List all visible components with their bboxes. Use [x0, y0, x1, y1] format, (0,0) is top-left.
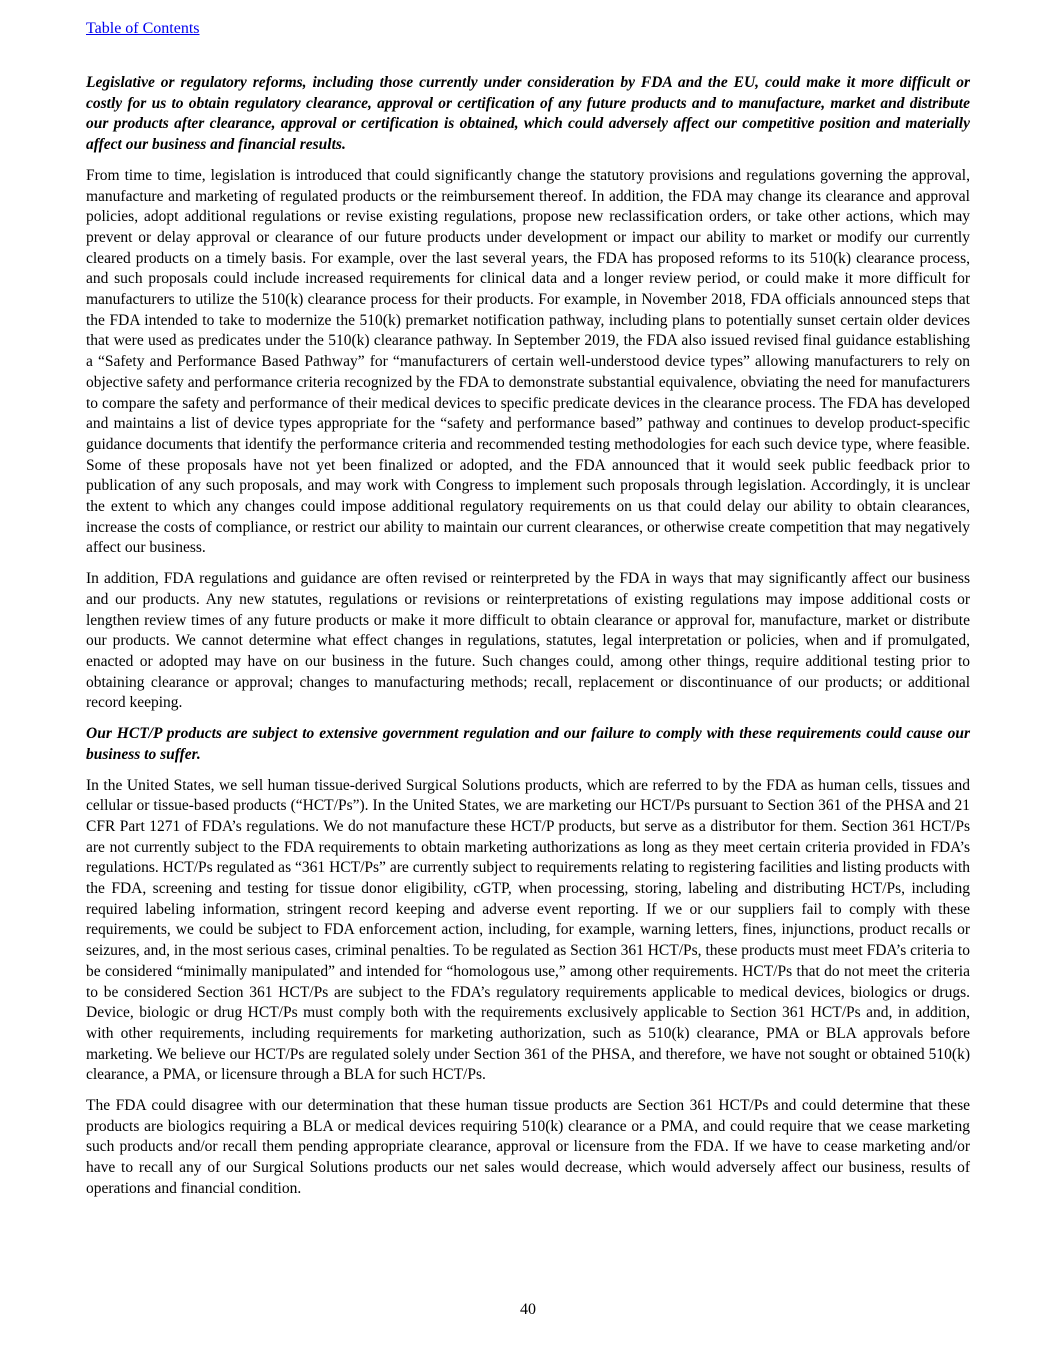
table-of-contents-link[interactable]: Table of Contents	[86, 20, 200, 37]
document-body	[86, 73, 970, 1210]
section-heading: Our HCT/P products are subject to extensive government regulation and our failure to comply with these requirements could cause our business to suffer.	[86, 725, 970, 763]
body-paragraph: The FDA could disagree with our determination that these human tissue products are Section 361 HCT/Ps and could determine that these products are biologics requiring a BLA or medical devices requiring 510(k) clearance or a PMA, and could require that we cease marketing such products and/or recall them pending appropriate clearance, approval or licensure from the FDA. If we have to cease marketing and/or have to recall any of our Surgical Solutions products our net sales would decrease, which would adversely affect our business, results of operations and financial condition.	[86, 1097, 970, 1197]
page-number: 40	[520, 1301, 536, 1318]
body-paragraph: In addition, FDA regulations and guidance are often revised or reinterpreted by the FDA in ways that may significantly affect our business and our products. Any new statutes, regulations or revisions or reinterpretations of existing regulations may impose additional costs or lengthen review times of any future products or make it more difficult to obtain clearance or approval for, manufacture, market or distribute our products. We cannot determine what effect changes in regulations, statutes, legal interpretation or policies, when and if promulgated, enacted or adopted may have on our business in the future. Such changes could, among other things, require additional testing prior to obtaining clearance or approval; changes to manufacturing methods; recall, replacement or discontinuance of our products; or additional record keeping.	[86, 570, 970, 712]
body-paragraph: In the United States, we sell human tissue-derived Surgical Solutions products, which are referred to by the FDA as human cells, tissues and cellular or tissue-based products (“HCT/Ps”). In the United States, we are marketing our HCT/Ps pursuant to Section 361 of the PHSA and 21 CFR Part 1271 of FDA’s regulations. We do not manufacture these HCT/P products, but serve as a distributor for them. Section 361 HCT/Ps are not currently subject to the FDA requirements to obtain marketing authorizations as long as they meet certain criteria provided in FDA’s regulations. HCT/Ps regulated as “361 HCT/Ps” are currently subject to requirements relating to registering facilities and listing products with the FDA, screening and testing for tissue donor eligibility, cGTP, when processing, storing, labeling and distributing HCT/Ps, including required labeling information, stringent record keeping and adverse event reporting. If we or our suppliers fail to comply with these requirements, we could be subject to FDA enforcement action, including, for example, warning letters, fines, injunctions, product recalls or seizures, and, in the most serious cases, criminal penalties. To be regulated as Section 361 HCT/Ps, these products must meet FDA’s criteria to be considered “minimally manipulated” and intended for “homologous use,” among other requirements. HCT/Ps that do not meet the criteria to be considered Section 361 HCT/Ps are subject to the FDA’s regulatory requirements applicable to medical devices, biologics or drugs. Device, biologic or drug HCT/Ps must comply both with the requirements exclusively applicable to Section 361 HCT/Ps and, in addition, with other requirements, including requirements for marketing authorization, such as 510(k) clearance, PMA or BLA approvals before marketing. We believe our HCT/Ps are regulated solely under Section 361 of the PHSA, and therefore, we have not sought or obtained 510(k) clearance, a PMA, or licensure through a BLA for such HCT/Ps.	[86, 776, 970, 1084]
risk-factor-regulatory-reforms	[86, 73, 970, 714]
section-heading: Legislative or regulatory reforms, including those currently under consideration by FDA and the EU, could make it more difficult or costly for us to obtain regulatory clearance, approval or certification of any future products and to manufacture, market and distribute our products after clearance, approval or certification is obtained, which could adversely affect our competitive position and materially affect our business and financial results.	[86, 74, 970, 154]
body-paragraph: From time to time, legislation is introduced that could significantly change the statutory provisions and regulations governing the approval, manufacture and marketing of regulated products or the reimbursement thereof. In addition, the FDA may change its clearance and approval policies, adopt additional regulations or revise existing regulations, propose new reclassification orders, or take other actions, which may prevent or delay approval or clearance of our future products under development or impact our ability to market or modify our currently cleared products on a timely basis. For example, over the last several years, the FDA has proposed reforms to its 510(k) clearance process, and such proposals could include increased requirements for clinical data and a longer review period, or could make it more difficult for manufacturers to utilize the 510(k) clearance process for their products. For example, in November 2018, FDA officials announced steps that the FDA intended to take to modernize the 510(k) premarket notification pathway, including plans to potentially sunset certain older devices that were used as predicates under the 510(k) clearance pathway. In September 2019, the FDA also issued revised final guidance establishing a “Safety and Performance Based Pathway” for “manufacturers of certain well-understood device types” allowing manufacturers to rely on objective safety and performance criteria recognized by the FDA to demonstrate substantial equivalence, obviating the need for manufacturers to compare the safety and performance of their medical devices to specific predicate devices in the clearance process. The FDA has developed and maintains a list of device types appropriate for the “safety and performance based” pathway and continues to develop product-specific guidance documents that identify the performance criteria and recommended testing methodologies for each such device type, where feasible. Some of these proposals have not yet been finalized or adopted, and the FDA announced that it would seek public feedback prior to publication of any such proposals, and may work with Congress to implement such proposals through legislation. Accordingly, it is unclear the extent to which any changes could impose additional regulatory requirements on us that could delay our ability to obtain clearances, increase the costs of compliance, or restrict our ability to maintain our current clearances, or otherwise create competition that may negatively affect our business.	[86, 166, 970, 557]
risk-factor-hctp-regulation	[86, 724, 970, 1199]
